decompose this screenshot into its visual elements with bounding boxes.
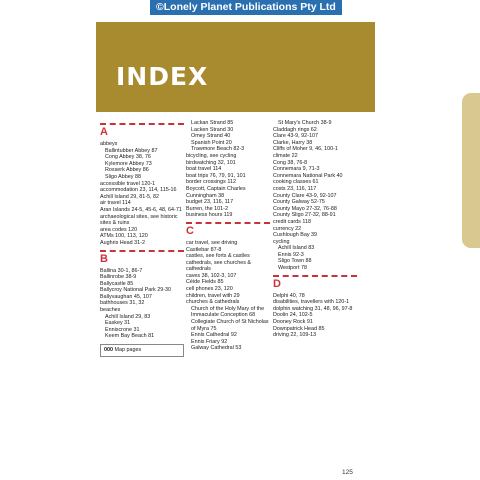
index-entry: Downpatrick Head 85: [273, 325, 325, 332]
index-entry: Castlebar 87-8: [186, 246, 222, 253]
index-entry: Delphi 40, 78: [273, 292, 305, 299]
index-subentry: Rosserk Abbey 86: [105, 167, 149, 174]
index-entry: County Clare 43-9, 92-107: [273, 192, 337, 199]
index-subentry: Kylemore Abbey 73: [105, 160, 152, 167]
index-entry: Aughris Head 31-2: [100, 239, 145, 246]
index-entry: area codes 120: [100, 226, 138, 233]
index-entry: Ballycastle 85: [100, 280, 134, 287]
index-entry: Ballycroy National Park 29-30: [100, 287, 172, 294]
index-subentry: Lacken Strand 30: [191, 126, 234, 133]
index-subentry: Easkey 31: [105, 320, 131, 327]
index-entry: Connemara National Park 40: [273, 172, 343, 179]
index-subentry: Enniscrone 31: [105, 326, 140, 333]
index-entry: boat travel 114: [186, 166, 222, 173]
index-subentry: Church of the Holy Mary of the Immaculate Conception 68: [191, 305, 265, 319]
index-subentry: Spanish Point 20: [191, 139, 232, 146]
index-entry: Ballina 30-1, 86-7: [100, 267, 143, 274]
index-entry: boat trips 76, 79, 91, 101: [186, 172, 246, 179]
letter-section-header: [186, 222, 272, 237]
index-subentry: Keem Bay Beach 81: [105, 333, 155, 340]
index-entry: ATMs 100, 113, 120: [100, 233, 148, 240]
section-letter: B: [100, 252, 108, 265]
index-entry: Ballinrobe 38-9: [100, 274, 137, 281]
index-column-2: [186, 120, 272, 352]
index-column-1: [100, 120, 186, 357]
letter-section-header: [100, 250, 186, 265]
index-entry: cooking classes 61: [273, 179, 319, 186]
index-entry: car travel, see driving: [186, 239, 238, 246]
index-subentry: Achill Island 29, 83: [105, 313, 151, 320]
index-entry: costs 23, 116, 117: [273, 185, 317, 192]
index-entry: cycling: [273, 238, 290, 245]
index-entry: beaches: [100, 307, 121, 314]
index-entry: birdwatching 32, 101: [186, 159, 236, 166]
index-entry: budget 23, 116, 117: [186, 199, 234, 206]
page-number: 125: [342, 469, 353, 476]
index-entry: Claddagh rings 62: [273, 126, 317, 133]
index-entry: Céide Fields 85: [186, 279, 224, 286]
index-entry: Aran Islands 24-5, 45-6, 48, 64-71: [100, 206, 182, 213]
index-entry: disabilities, travellers with 120-1: [273, 299, 350, 306]
index-subentry: Sligo Town 88: [278, 258, 312, 265]
index-entry: Doolin 24, 102-5: [273, 312, 313, 319]
index-entry: cell phones 23, 120: [186, 286, 233, 293]
index-entry: business hours 119: [186, 212, 233, 219]
index-entry: Clare 43-9, 92-107: [273, 133, 318, 140]
page-title: INDEX: [116, 62, 209, 91]
index-entry: bathhouses 31, 32: [100, 300, 145, 307]
index-column-3: [273, 120, 365, 339]
index-entry: credit cards 118: [273, 218, 311, 225]
index-subentry: St Mary's Church 38-9: [278, 120, 332, 126]
index-entry: County Sligo 27-32, 88-91: [273, 212, 336, 219]
top-bar: [0, 0, 480, 17]
index-entry: archaeological sites, see historic sites & ruins: [100, 213, 178, 227]
index-subentry: Collegiate Church of St Nicholas of Myra 75: [191, 319, 269, 332]
index-subentry: Ennis 92-3: [278, 251, 304, 258]
index-entry: Burren, the 101-2: [186, 205, 228, 212]
index-entry: Ballyvaughan 45, 107: [100, 293, 152, 300]
index-entry: Clarke, Harry 38: [273, 139, 313, 146]
index-subentry: Trawmore Beach 82-3: [191, 146, 245, 153]
index-entry: castles, see forts & castles: [186, 253, 250, 260]
index-subentry: Sligo Abbey 88: [105, 173, 141, 180]
index-subentry: Cong Abbey 38, 76: [105, 154, 151, 161]
index-entry: County Galway 52-75: [273, 199, 325, 206]
dashed-divider: [100, 123, 184, 125]
index-subentry: Ballintubber Abbey 87: [105, 147, 158, 154]
copyright-notice: ©Lonely Planet Publications Pty Ltd: [150, 0, 342, 15]
index-entry: driving 22, 109-13: [273, 332, 317, 339]
index-entry: climate 22: [273, 152, 298, 159]
index-entry: Boycott, Captain Charles Cunningham 38: [186, 185, 246, 199]
index-entry: caves 38, 102-3, 107: [186, 272, 237, 279]
dashed-divider: [186, 222, 270, 224]
index-entry: Dooney Rock 91: [273, 319, 313, 326]
legend-number: 000: [104, 347, 113, 354]
map-pages-legend: [100, 344, 184, 357]
index-entry: Cong 38, 76-8: [273, 159, 308, 166]
index-entry: children, travel with 29: [186, 292, 240, 299]
section-letter: A: [100, 126, 108, 138]
index-banner: [96, 22, 375, 112]
legend-label: Map pages: [114, 347, 142, 354]
index-entry: currency 22: [273, 225, 302, 232]
index-subentry: Omey Strand 40: [191, 133, 231, 140]
index-entry: accommodation 23, 114, 115-16: [100, 187, 177, 194]
index-entry: Cushlough Bay 39: [273, 232, 318, 239]
index-entry: cathedrals, see churches & cathedrals: [186, 259, 252, 273]
index-subentry: Lackan Strand 85: [191, 120, 234, 126]
index-entry: Achill Island 29, 81-5, 82: [100, 193, 160, 200]
dashed-divider: [100, 250, 184, 252]
section-letter: D: [273, 277, 281, 290]
section-letter: C: [186, 224, 194, 237]
letter-section-header: [273, 275, 365, 290]
index-subentry: Westport 78: [278, 265, 307, 272]
side-thumb-tab: [462, 93, 480, 248]
index-entry: air travel 114: [100, 200, 131, 207]
index-subentry: Ennis Cathedral 92: [191, 332, 237, 339]
index-entry: dolphin watching 31, 48, 96, 97-8: [273, 305, 353, 312]
index-subentry: Ennis Friary 92: [191, 338, 228, 345]
index-entry: churches & cathedrals: [186, 299, 240, 306]
index-subentry: Galway Cathedral 53: [191, 345, 242, 352]
index-entry: accessible travel 120-1: [100, 180, 156, 187]
dashed-divider: [273, 275, 357, 277]
index-entry: Cliffs of Moher 9, 46, 100-1: [273, 146, 338, 153]
index-entry: border crossings 112: [186, 179, 236, 186]
index-subentry: Achill Island 83: [278, 245, 315, 252]
index-entry: bicycling, see cycling: [186, 152, 237, 159]
letter-section-header: [100, 123, 186, 138]
index-entry: County Mayo 27-32, 76-88: [273, 205, 337, 212]
index-entry: Connemara 9, 71-3: [273, 166, 320, 173]
index-entry: abbeys: [100, 141, 118, 147]
